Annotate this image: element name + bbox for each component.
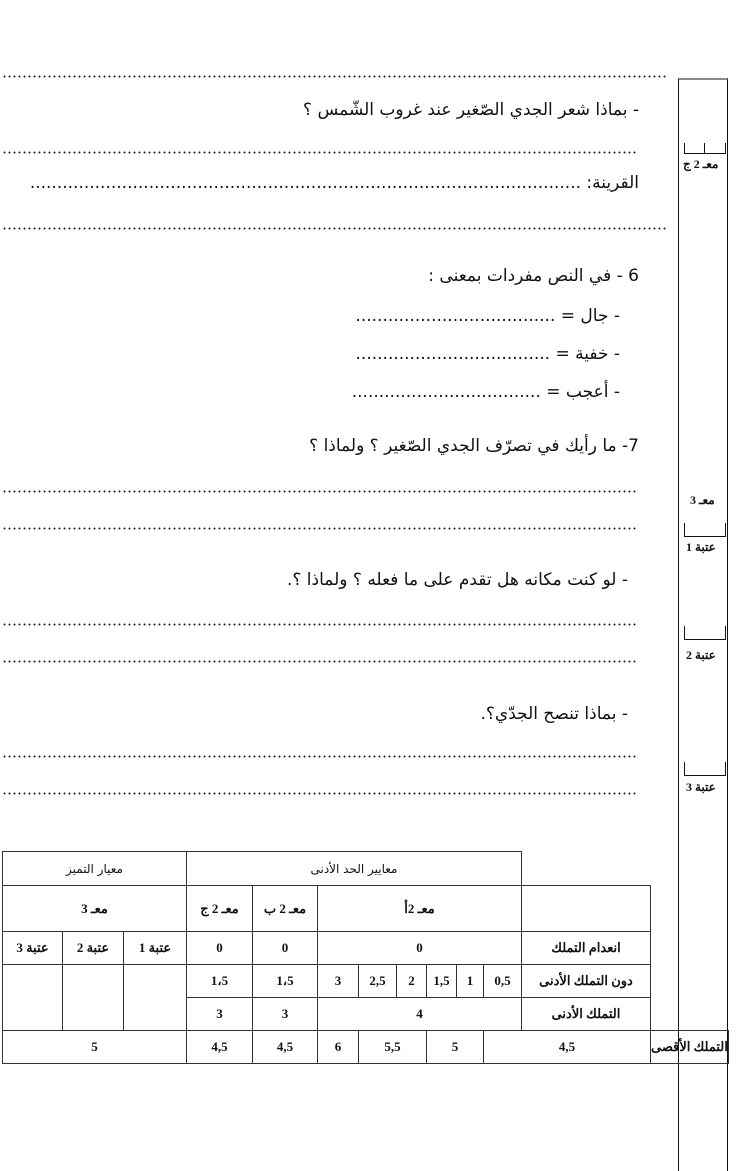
criterion-m2b: معـ 2 ب [253, 886, 318, 932]
margin-label-m2c: معـ 2 ج [683, 157, 719, 171]
margin-label-threshold-1: عتبة 1 [686, 540, 716, 554]
answer-line[interactable] [2, 75, 668, 78]
margin-label-m3: معـ 3 [690, 493, 715, 507]
answer-line[interactable] [2, 151, 638, 154]
cell-below-m2a-1: 3 [318, 965, 359, 998]
answer-line[interactable] [2, 227, 668, 230]
row-label-minimum: التملك الأدنى [522, 998, 651, 1031]
rubric-table [2, 851, 729, 1064]
answer-line[interactable] [2, 490, 638, 493]
question-6-title: 6 - في النص مفردات بمعنى : [428, 266, 639, 286]
criterion-m2a: معـ 2أ [318, 886, 522, 932]
cell-maximum-m2c: 4,5 [187, 1031, 253, 1064]
question-7-title: 7- ما رأيك في تصرّف الجدي الصّغير ؟ ولماذا ؟ [309, 436, 639, 456]
clue-label: القرينة: ...................................................................................................... [29, 173, 639, 193]
cell-below-m2a-5: 1 [457, 965, 484, 998]
cell-threshold-2-score [63, 965, 124, 1031]
cell-threshold-1-score [124, 965, 187, 1031]
cell-below-m2a-3: 2 [397, 965, 427, 998]
question-if-you: - لو كنت مكانه هل تقدم على ما فعله ؟ ولماذا ؟. [286, 570, 628, 590]
cell-below-m2b: 1،5 [253, 965, 318, 998]
question-sunset: - بماذا شعر الجدي الصّغير عند غروب الشّمس ؟ [303, 100, 639, 120]
cell-maximum-m3: 5 [3, 1031, 187, 1064]
cell-none-m2c: 0 [187, 932, 253, 965]
cell-below-m2a-6: 0,5 [484, 965, 522, 998]
score-box-threshold-2[interactable] [684, 626, 726, 640]
threshold-2: عتبة 2 [63, 932, 124, 965]
margin-label-threshold-3: عتبة 3 [686, 780, 716, 794]
answer-line[interactable] [2, 623, 638, 626]
answer-line[interactable] [2, 792, 638, 795]
cell-none-m2a: 0 [318, 932, 522, 965]
cell-below-m2c: 1،5 [187, 965, 253, 998]
score-box-m2c[interactable] [684, 143, 726, 154]
score-box-threshold-3[interactable] [684, 762, 726, 776]
empty-corner [522, 852, 651, 886]
cell-minimum-m2c: 3 [187, 998, 253, 1031]
cell-maximum-m2a-3: 5 [427, 1031, 484, 1064]
question-6-item-3[interactable]: - أعجب = ................................... [351, 382, 620, 402]
row-label-below-minimum: دون التملك الأدنى [522, 965, 651, 998]
question-6-item-1[interactable]: - جال = ..................................... [355, 306, 620, 326]
score-box-threshold-1[interactable] [684, 523, 726, 537]
cell-below-m2a-2: 2,5 [359, 965, 397, 998]
cell-maximum-m2a-1: 6 [318, 1031, 359, 1064]
header-minimum-criteria: معايير الحد الأدنى [187, 852, 522, 886]
row-label-maximum: التملك الأقصى [651, 1031, 729, 1064]
cell-maximum-m2a-2: 5,5 [359, 1031, 427, 1064]
threshold-1: عتبة 1 [124, 932, 187, 965]
answer-line[interactable] [2, 660, 638, 663]
cell-minimum-m2a: 4 [318, 998, 522, 1031]
criterion-m2c: معـ 2 ج [187, 886, 253, 932]
row-label-none: انعدام التملك [522, 932, 651, 965]
margin-label-threshold-2: عتبة 2 [686, 648, 716, 662]
question-6-item-2[interactable]: - خفية = .................................... [355, 344, 620, 364]
cell-threshold-3-score [3, 965, 63, 1031]
cell-minimum-m2b: 3 [253, 998, 318, 1031]
threshold-3: عتبة 3 [3, 932, 63, 965]
answer-line[interactable] [2, 755, 638, 758]
empty-label-cell [522, 886, 651, 932]
answer-line[interactable] [2, 527, 638, 530]
header-excellence-criteria: معيار التميز [3, 852, 187, 886]
cell-maximum-m2b: 4,5 [253, 1031, 318, 1064]
question-advice: - بماذا تنصح الجدّي؟. [480, 704, 628, 724]
criterion-m3: معـ 3 [3, 886, 187, 932]
cell-maximum-m2a-4: 4,5 [484, 1031, 651, 1064]
cell-below-m2a-4: 1,5 [427, 965, 457, 998]
cell-none-m2b: 0 [253, 932, 318, 965]
